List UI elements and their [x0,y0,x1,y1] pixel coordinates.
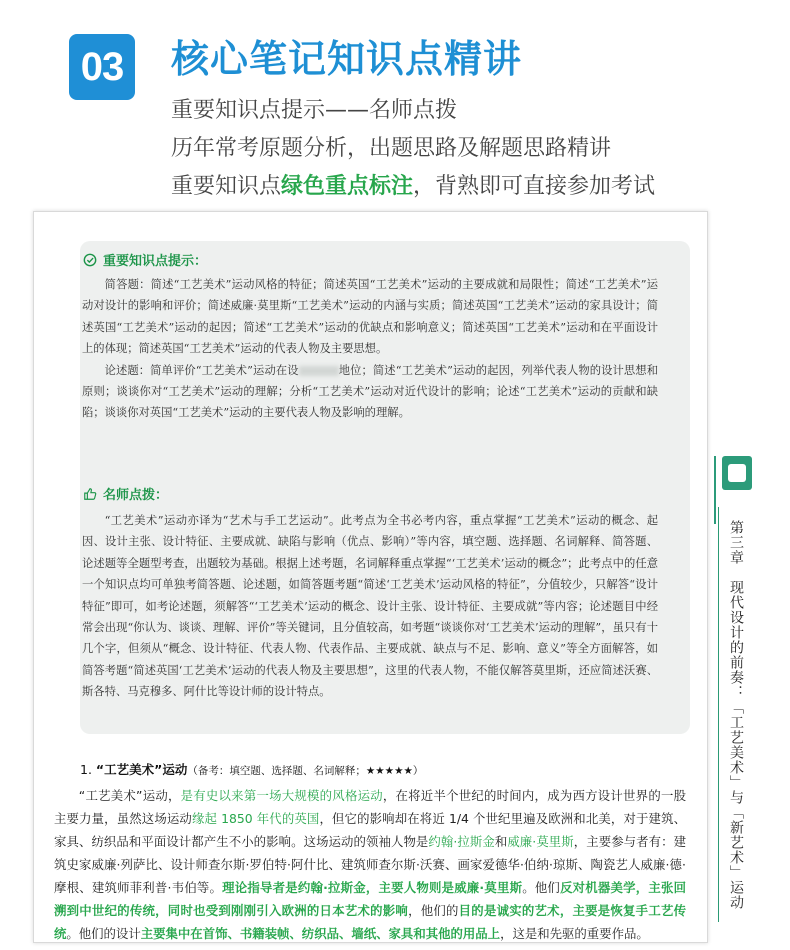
tab-stripes [714,456,718,490]
text: ，主要参与者有：建筑史家威廉·列萨比、设计师查尔斯·罗伯特·阿什比、建筑师查尔斯·沃赛、画家爱德华·伯纳·琼斯、陶瓷艺人威廉·德·摩根、建筑师菲利普·韦伯等。 [54,834,686,895]
page-title: 核心笔记知识点精讲 [171,37,523,81]
book-page [33,211,708,943]
subtitle-text: 重要知识点 [171,174,282,199]
highlight: 理论指导者是约翰·拉斯金，主要人物则是威廉·莫里斯 [222,880,523,895]
tips-heading-text: 重要知识点提示： [103,254,208,269]
heading-title: “工艺美术”运动 [95,762,188,777]
heading-number: 1. [80,762,96,777]
highlight: 约翰·拉斯金 [428,834,495,849]
text: 。他们的设计 [66,926,141,941]
highlight: 缘起 1850 年代的英国 [191,811,320,826]
tips-heading [83,250,207,269]
text: 。他们 [522,880,561,895]
text: 和 [494,834,508,849]
chapter-title-vertical: 第三章 现代设计的前奏：「工艺美术」与「新艺术」运动 [728,520,744,910]
subtitle-line-3 [171,169,655,200]
article-body [54,784,686,943]
text: ，在将近半个世纪的时间内，成为西方设计世界的一股主要力量，虽然这场运动 [54,788,686,826]
advice-heading [83,484,168,503]
thumbs-up-icon [83,487,97,501]
tips-essay-b: 地位；简述“工艺美术”运动的起因，列举代表人物的设计思想和原则；谈谈你对“工艺美术”运动的理解；分析“工艺美术”运动对近代设计的影响；论述“工艺美术”运动的贡献和缺陷；谈谈你对英国“工艺美术”运动的主要代表人物及影响的理解。 [82,363,658,420]
book-icon [722,456,752,490]
tips-content [82,274,658,424]
tips-short-answer: 简答题：简述“工艺美术”运动风格的特征；简述英国“工艺美术”运动的主要成就和局限性；简述“工艺美术”运动对设计的影响和评价；简述威廉·莫里斯“工艺美术”运动的内涵与实质；简述英国“工艺美术”运动的家具设计；简述英国“工艺美术”运动的起因；简述“工艺美术”运动的优缺点和影响意义；简述英国“工艺美术”运动和在平面设计上的体现；简述英国“工艺美术”运动的代表人物及主要思想。 [82,278,658,356]
subtitle-highlight: 绿色重点标注 [281,174,414,199]
text: “工艺美术”运动， [78,788,181,803]
heading-note: （备考：填空题、选择题、名词解释；★★★★★） [187,765,424,777]
highlight: 威廉·莫里斯 [507,834,574,849]
text: ，但它的影响却在将近 1/4 个世纪里遍及欧洲和北美，对于建筑、家具、纺织品和平面设计都产生不小的影响。这场运动的领袖人物是 [54,811,687,849]
article-heading [80,760,423,778]
subtitle-line-2: 历年常考原题分析，出题思路及解题思路精讲 [171,136,612,161]
highlight: 主要集中在首饰、书籍装帧、纺织品、墙纸、家具和其他的用品上 [140,926,501,941]
section-number-badge: 03 [69,34,135,100]
advice-content [82,510,658,703]
article-paragraph [54,784,686,943]
highlight: 反对机器美学，主张回溯到中世纪的传统，同时也受到刚刚引入欧洲的日本艺术的影响 [54,880,686,918]
blurred-text [299,366,339,376]
highlight: 是有史以来第一场大规模的风格运动 [180,788,383,803]
text: ，他们的 [408,903,459,918]
subtitle-line-1: 重要知识点提示——名师点拨 [171,98,458,123]
check-circle-icon [83,253,97,267]
tips-essay [82,360,658,424]
highlight: 目的是诚实的艺术，主要是恢复手工艺传统 [54,903,687,941]
advice-paragraph: “工艺美术”运动亦译为“艺术与手工艺运动”。此考点为全书必考内容，重点掌握“工艺美术”运动的概念、起因、设计主张、设计特征、主要成就、缺陷与影响（优点、影响）”等内容，填空题、选择题、名词解释、简答题、论述题等全题型考查，出题较为基础。根据上述考题，名词解释重点掌握“‘工艺美术’运动的概念”；此考点中的任意一个知识点均可单独考简答题、论述题，如简答题考题“简述‘工艺美术’运动风格的特征”，分值较少，只解答“设计特征”即可，如考论述题，须解答“‘工艺美术’运动的概念、设计主张、设计特征、主要成就”等内容；论述题目中经常会出现“你认为、谈谈、理解、评价”等关键词，且分值较高，如考题“谈谈你对‘工艺美术’运动的理解”，虽只有十几个字，但须从“概念、设计特征、代表人物、代表作品、主要成就、缺点与不足、影响、意义”等全方面解答，如简答考题“简述英国‘工艺美术’运动的代表人物及主要思想”，这里的代表人物，不能仅解答莫里斯，还应简述沃赛、斯各特、马克穆多、阿什比等设计师的设计特点。 [82,514,658,699]
text: ，这是和先驱的重要作品。 [500,926,649,941]
subtitle-text-end: ，背熟即可直接参加考试 [413,174,656,199]
tips-essay-a: 论述题：简单评价“工艺美术”运动在设 [104,363,299,377]
advice-heading-text: 名师点拨： [103,488,169,503]
